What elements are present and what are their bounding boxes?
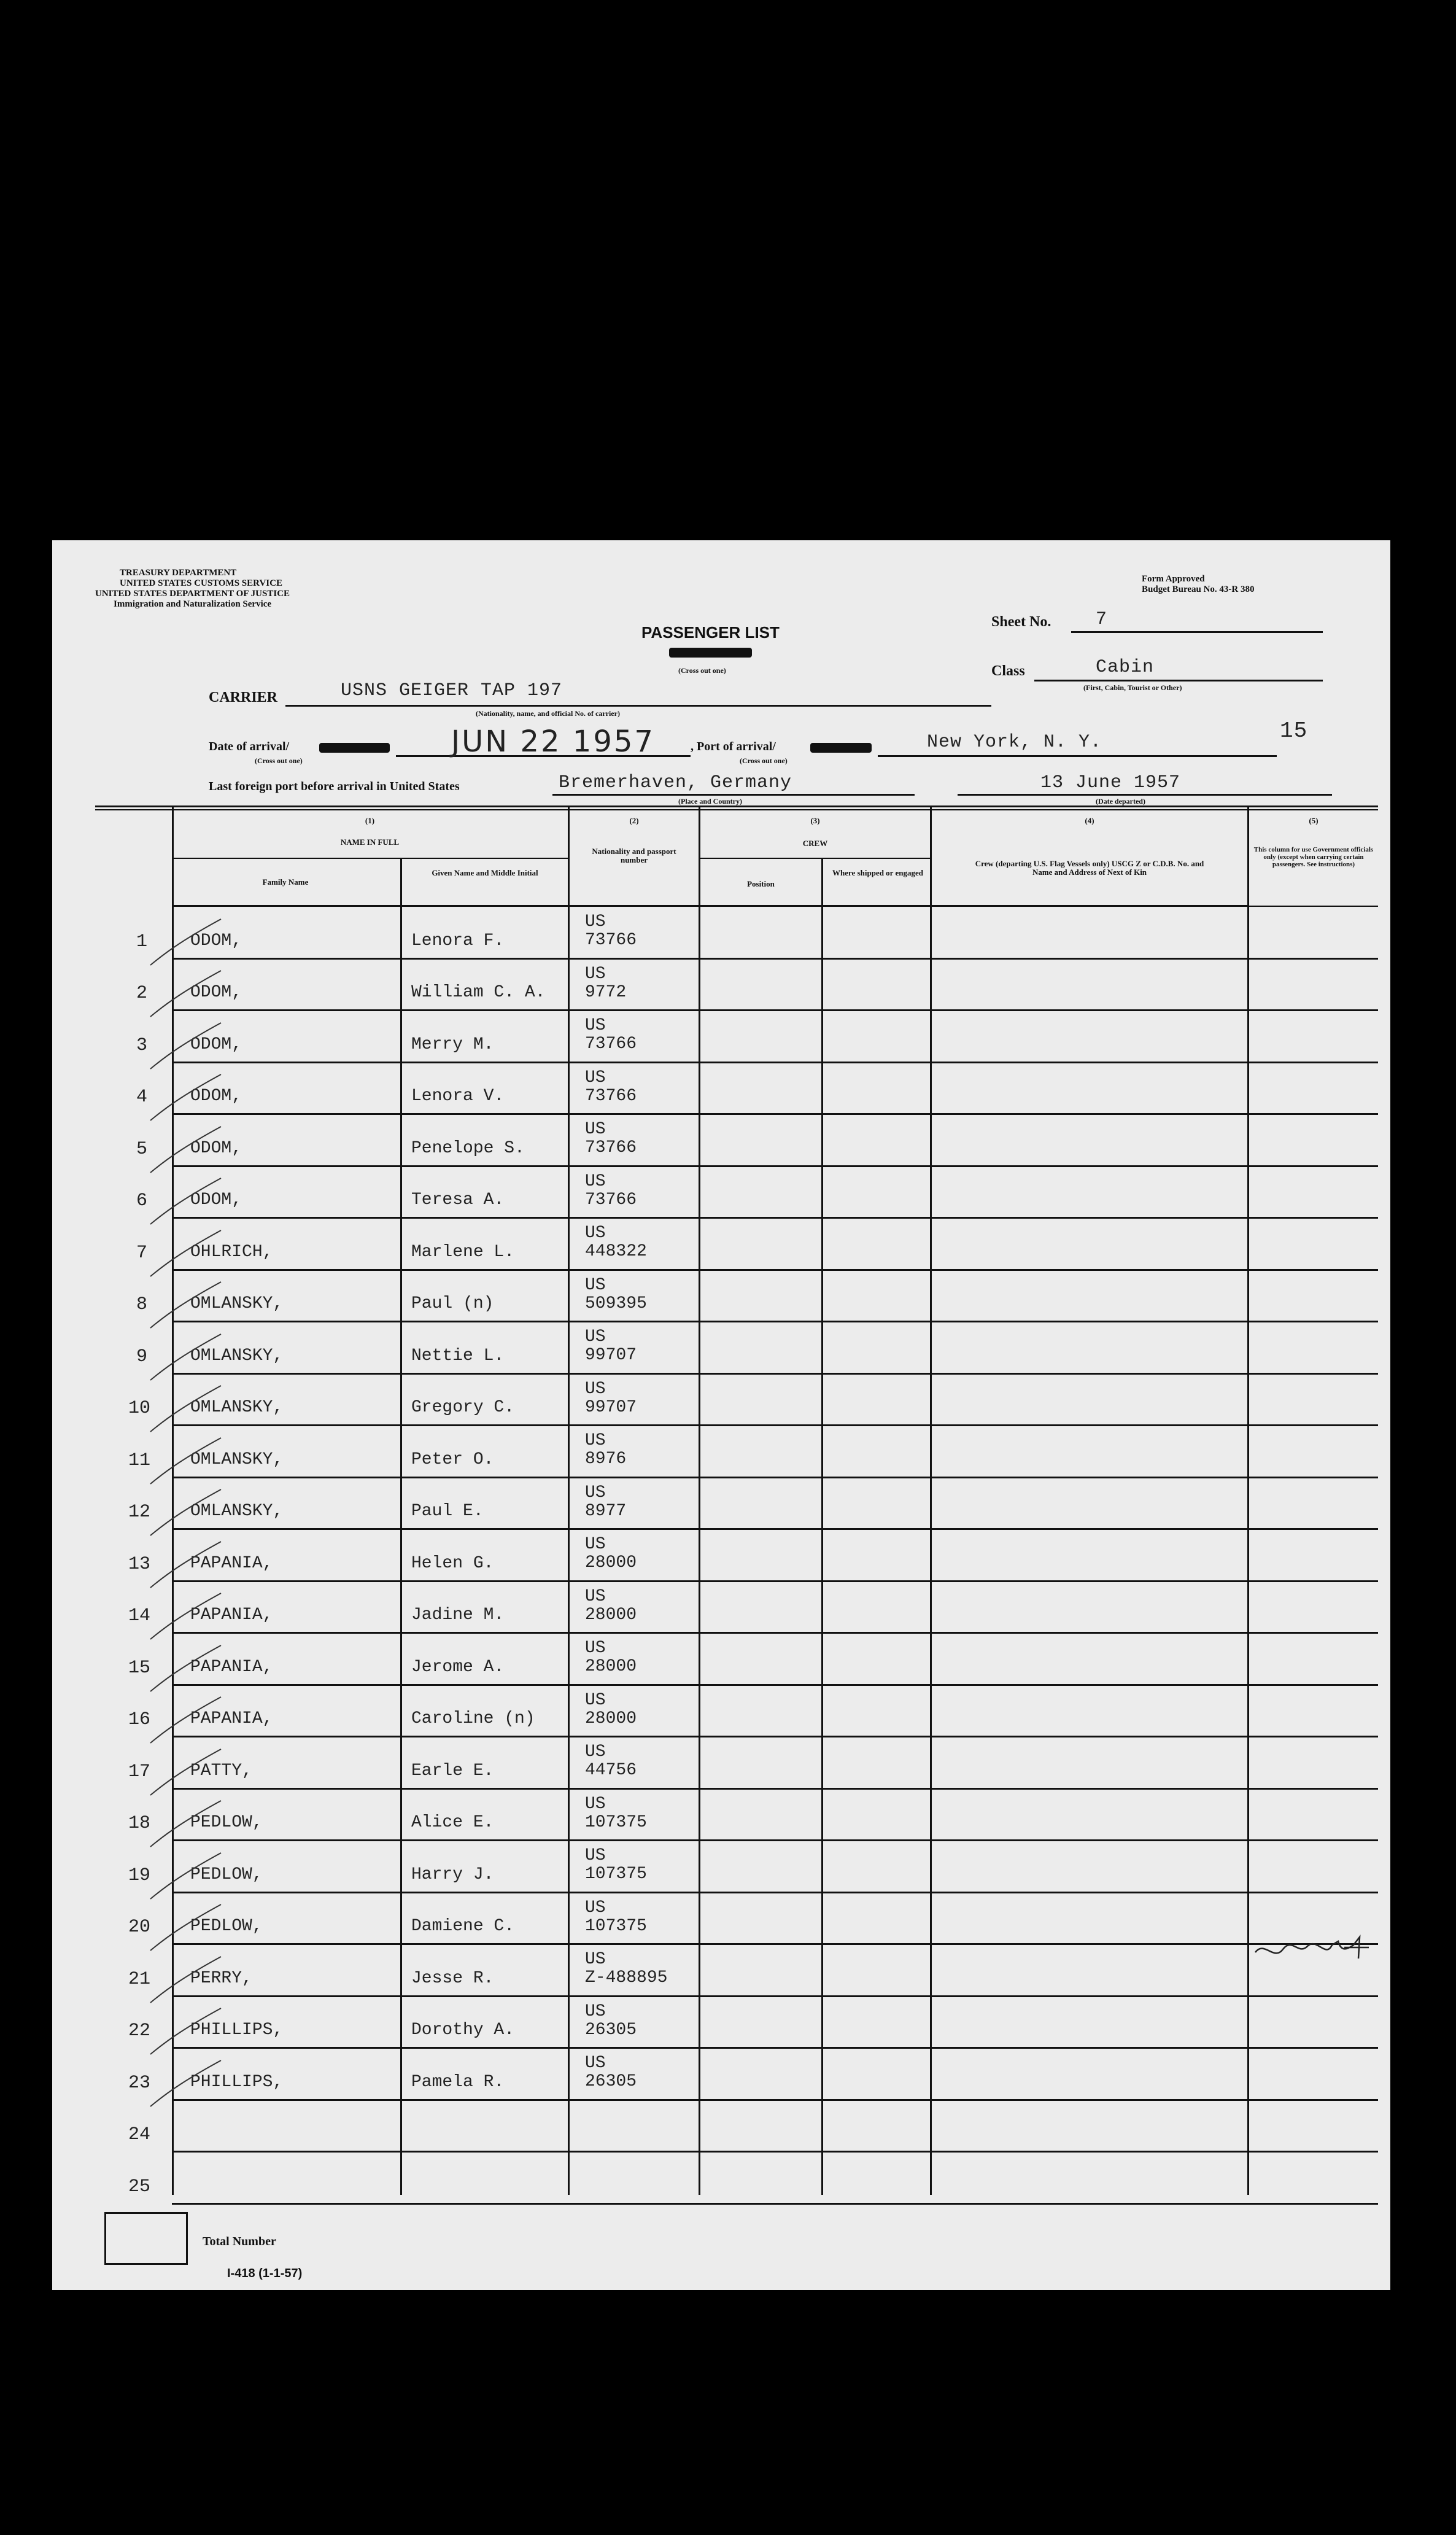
nationality: US: [585, 1639, 606, 1658]
row-number: 16: [128, 1709, 150, 1730]
row-line: [172, 1580, 1378, 1582]
family-name: OMLANSKY,: [190, 1502, 284, 1521]
agency-line: UNITED STATES CUSTOMS SERVICE: [120, 578, 282, 588]
row-line: [172, 1477, 1378, 1478]
row-line: [172, 2047, 1378, 2049]
col-divider: [821, 858, 823, 2195]
family-name: OMLANSKY,: [190, 1294, 284, 1313]
passport-number: 73766: [585, 1190, 637, 1209]
approval-line: Budget Bureau No. 43-R 380: [1142, 584, 1255, 594]
col3a-title: Position: [747, 879, 775, 888]
given-name: Alice E.: [411, 1813, 494, 1832]
row-line: [172, 1788, 1378, 1790]
port-label: , Port of arrival/: [691, 740, 776, 753]
given-name: Jesse R.: [411, 1968, 494, 1988]
family-name: PEDLOW,: [190, 1813, 263, 1832]
redaction-mark: [669, 648, 752, 658]
date-stamp: JUN 22 1957: [451, 724, 655, 759]
row-number: 1: [136, 931, 147, 952]
family-name: ODOM,: [190, 931, 242, 950]
passport-number: 99707: [585, 1346, 637, 1365]
row-line: [172, 1839, 1378, 1841]
col2-number: (2): [629, 816, 639, 825]
passport-number: 73766: [585, 1035, 637, 1054]
agency-block: [95, 568, 341, 610]
given-name: Harry J.: [411, 1865, 494, 1884]
check-mark-stroke: [144, 1071, 230, 1127]
check-mark-stroke: [144, 1124, 230, 1179]
nationality: US: [585, 1379, 606, 1399]
row-number: 15: [128, 1657, 150, 1679]
family-name: OMLANSKY,: [190, 1346, 284, 1365]
col2-title: Nationality and passport number: [592, 847, 676, 864]
port-underline: [878, 755, 1277, 757]
row-number: 8: [136, 1294, 147, 1315]
family-name: ODOM,: [190, 1087, 242, 1106]
check-mark-stroke: [144, 1539, 230, 1594]
passport-number: 107375: [585, 1812, 647, 1832]
col3-number: (3): [810, 816, 820, 825]
agency-line: UNITED STATES DEPARTMENT OF JUSTICE: [95, 589, 290, 599]
nationality: US: [585, 964, 606, 984]
form-title: PASSENGER LIST: [641, 623, 780, 642]
family-name: ODOM,: [190, 1035, 242, 1054]
row-line: [172, 1528, 1378, 1530]
nationality: US: [585, 1068, 606, 1087]
nationality: US: [585, 1742, 606, 1761]
carrier-value: USNS GEIGER TAP 197: [341, 680, 563, 701]
row-line: [172, 1943, 1378, 1945]
col5-number: (5): [1309, 816, 1319, 825]
row-line: [172, 1321, 1378, 1322]
passport-number: 8977: [585, 1501, 627, 1521]
nationality: US: [585, 2054, 606, 2073]
given-name: Peter O.: [411, 1450, 494, 1469]
foreign-port-underline: [552, 794, 915, 796]
row-number: 10: [128, 1398, 150, 1419]
nationality: US: [585, 1898, 606, 1917]
passport-number: 8976: [585, 1450, 627, 1469]
row-line: [172, 1736, 1378, 1737]
passport-number: 28000: [585, 1709, 637, 1728]
foreign-port-label: Last foreign port before arrival in United States: [209, 780, 460, 793]
departed-underline: [958, 794, 1332, 796]
page-count: 15: [1280, 718, 1308, 743]
given-name: Marlene L.: [411, 1242, 515, 1262]
col1b-title: Given Name and Middle Initial: [432, 868, 538, 877]
total-number-box: [104, 2212, 188, 2265]
row-number: 17: [128, 1761, 150, 1782]
given-name: Lenora V.: [411, 1087, 505, 1106]
row-number: 5: [136, 1138, 147, 1160]
agency-line: TREASURY DEPARTMENT: [120, 568, 237, 578]
given-name: Caroline (n): [411, 1709, 535, 1728]
carrier-label: CARRIER: [209, 689, 278, 705]
passport-number: 28000: [585, 1657, 637, 1676]
given-name: Earle E.: [411, 1761, 494, 1780]
signature-scrawl: [1246, 1928, 1375, 1977]
port-note: (Cross out one): [740, 756, 788, 765]
check-mark-stroke: [144, 1227, 230, 1283]
redaction-mark: [810, 743, 872, 753]
check-mark-stroke: [144, 1590, 230, 1645]
row-number: 20: [128, 1917, 150, 1938]
passport-number: 26305: [585, 2020, 637, 2040]
check-mark-stroke: [144, 1642, 230, 1698]
row-number: 12: [128, 1502, 150, 1523]
given-name: Gregory C.: [411, 1398, 515, 1417]
class-underline: [1034, 680, 1323, 681]
family-name: ODOM,: [190, 983, 242, 1002]
col1a-title: Family Name: [262, 877, 309, 887]
check-mark-stroke: [144, 1175, 230, 1230]
family-name: PEDLOW,: [190, 1917, 263, 1936]
row-line: [172, 1269, 1378, 1271]
col-divider: [930, 807, 932, 2195]
row-number: 4: [136, 1087, 147, 1108]
given-name: Lenora F.: [411, 931, 505, 950]
col-divider: [699, 807, 700, 2195]
nationality: US: [585, 1535, 606, 1554]
col5-title: This column for use Government officials only (except when carrying certain passengers. See instructions): [1253, 846, 1374, 868]
row-line: [172, 958, 1378, 960]
departed-value: 13 June 1957: [1040, 772, 1181, 793]
nationality: US: [585, 1327, 606, 1346]
row-number: 19: [128, 1865, 150, 1886]
table-top-line: [95, 806, 1378, 807]
passport-number: 73766: [585, 931, 637, 950]
check-mark-stroke: [144, 1435, 230, 1490]
row-line: [172, 1632, 1378, 1634]
family-name: OMLANSKY,: [190, 1398, 284, 1417]
row-line: [172, 1165, 1378, 1167]
col4-number: (4): [1085, 816, 1094, 825]
col1-title: NAME IN FULL: [340, 837, 400, 847]
foreign-port-note: (Place and Country): [678, 797, 742, 806]
given-name: Damiene C.: [411, 1917, 515, 1936]
passport-number: 28000: [585, 1553, 637, 1572]
family-name: PAPANIA,: [190, 1553, 273, 1573]
row-line: [172, 2203, 1378, 2205]
passport-number: 509395: [585, 1294, 647, 1313]
family-name: OMLANSKY,: [190, 1450, 284, 1469]
nationality: US: [585, 1794, 606, 1814]
row-number: 18: [128, 1813, 150, 1834]
row-line: [172, 1009, 1378, 1011]
check-mark-stroke: [144, 968, 230, 1023]
port-value: New York, N. Y.: [927, 732, 1102, 753]
class-value: Cabin: [1096, 657, 1155, 678]
col-divider: [568, 807, 570, 2195]
given-name: Paul (n): [411, 1294, 494, 1313]
subheader-line: [699, 858, 930, 859]
nationality: US: [585, 1171, 606, 1191]
given-name: Penelope S.: [411, 1138, 525, 1158]
redaction-mark: [319, 743, 390, 753]
table-top-line: [95, 809, 1378, 810]
family-name: PAPANIA,: [190, 1709, 273, 1728]
check-mark-stroke: [144, 1331, 230, 1386]
family-name: PHILLIPS,: [190, 2072, 284, 2092]
nationality: US: [585, 1224, 606, 1243]
given-name: William C. A.: [411, 983, 546, 1002]
col-divider: [1247, 807, 1249, 2195]
given-name: Dorothy A.: [411, 2021, 515, 2040]
nationality: US: [585, 1690, 606, 1710]
passport-number: 44756: [585, 1761, 637, 1780]
subheader-line: [1247, 906, 1378, 907]
passport-number: 26305: [585, 2072, 637, 2091]
row-number: 9: [136, 1346, 147, 1367]
row-line: [172, 2151, 1378, 2153]
col3-title: CREW: [802, 839, 828, 848]
check-mark-stroke: [144, 1746, 230, 1801]
row-number: 3: [136, 1035, 147, 1056]
sheet-value: 7: [1096, 609, 1108, 630]
check-mark-stroke: [144, 2005, 230, 2060]
check-mark-stroke: [144, 1383, 230, 1438]
check-mark-stroke: [144, 1850, 230, 1905]
row-number: 13: [128, 1553, 150, 1575]
family-name: OHLRICH,: [190, 1242, 273, 1262]
col4-title: Crew (departing U.S. Flag Vessels only) USCG Z or C.D.B. No. and Name and Address of Next of Kin: [975, 859, 1204, 877]
given-name: Jerome A.: [411, 1657, 505, 1677]
passport-number: 28000: [585, 1605, 637, 1625]
carrier-underline: [285, 705, 991, 707]
family-name: PEDLOW,: [190, 1865, 263, 1884]
nationality: US: [585, 1483, 606, 1502]
given-name: Teresa A.: [411, 1190, 505, 1209]
row-number: 11: [128, 1450, 150, 1471]
nationality: US: [585, 1275, 606, 1295]
nationality: US: [585, 2001, 606, 2021]
check-mark-stroke: [144, 1279, 230, 1334]
approval-line: Form Approved: [1142, 574, 1205, 584]
passport-number: 107375: [585, 1865, 647, 1884]
check-mark-stroke: [144, 1798, 230, 1853]
row-line: [172, 2099, 1378, 2101]
given-name: Nettie L.: [411, 1346, 505, 1365]
row-line: [172, 1684, 1378, 1686]
passport-number: 9772: [585, 982, 627, 1002]
nationality: US: [585, 912, 606, 931]
family-name: PHILLIPS,: [190, 2021, 284, 2040]
family-name: PERRY,: [190, 1968, 252, 1988]
family-name: ODOM,: [190, 1190, 242, 1209]
check-mark-stroke: [144, 1486, 230, 1542]
nationality: US: [585, 1586, 606, 1606]
carrier-note: (Nationality, name, and official No. of carrier): [476, 709, 620, 718]
header-bottom-line: [172, 905, 1247, 907]
departed-note: (Date departed): [1096, 797, 1145, 806]
passenger-list-form: [52, 540, 1390, 2290]
row-line: [172, 1373, 1378, 1375]
col-divider: [400, 858, 402, 2195]
row-number: 25: [128, 2176, 150, 2197]
check-mark-stroke: [144, 1901, 230, 1957]
foreign-port-value: Bremerhaven, Germany: [559, 772, 792, 793]
family-name: PATTY,: [190, 1761, 252, 1780]
form-id: I-418 (1-1-57): [227, 2267, 303, 2280]
approval-block: [1142, 574, 1338, 595]
row-number: 24: [128, 2124, 150, 2145]
nationality: US: [585, 1431, 606, 1450]
check-mark-stroke: [144, 1020, 230, 1075]
row-number: 2: [136, 983, 147, 1004]
row-number: 22: [128, 2021, 150, 2041]
sheet-underline: [1071, 631, 1323, 633]
sheet-label: Sheet No.: [991, 614, 1051, 630]
row-line: [172, 1995, 1378, 1997]
passport-number: 107375: [585, 1916, 647, 1936]
row-number: 6: [136, 1190, 147, 1211]
check-mark-stroke: [144, 916, 230, 971]
given-name: Paul E.: [411, 1502, 484, 1521]
row-line: [172, 1113, 1378, 1115]
date-note: (Cross out one): [255, 756, 303, 765]
passport-number: Z-488895: [585, 1968, 668, 1987]
given-name: Jadine M.: [411, 1605, 505, 1625]
total-number-label: Total Number: [203, 2235, 276, 2248]
row-line: [172, 1217, 1378, 1219]
class-note: (First, Cabin, Tourist or Other): [1083, 683, 1182, 692]
row-number: 14: [128, 1605, 150, 1626]
row-number: 23: [128, 2072, 150, 2094]
subheader-line: [172, 858, 568, 859]
row-number: 7: [136, 1242, 147, 1264]
row-line: [172, 1062, 1378, 1063]
given-name: Pamela R.: [411, 2072, 505, 2092]
family-name: PAPANIA,: [190, 1657, 273, 1677]
given-name: Merry M.: [411, 1035, 494, 1054]
row-line: [172, 1892, 1378, 1893]
col1-number: (1): [365, 816, 375, 825]
nationality: US: [585, 1950, 606, 1969]
col3b-title: Where shipped or engaged: [832, 868, 923, 877]
given-name: Helen G.: [411, 1553, 494, 1573]
passport-number: 73766: [585, 1138, 637, 1157]
agency-line: Immigration and Naturalization Service: [114, 599, 272, 609]
nationality: US: [585, 1120, 606, 1139]
family-name: ODOM,: [190, 1138, 242, 1158]
nationality: US: [585, 1016, 606, 1035]
check-mark-stroke: [144, 1954, 230, 2009]
check-mark-stroke: [144, 2057, 230, 2113]
class-label: Class: [991, 663, 1025, 679]
passport-number: 99707: [585, 1397, 637, 1417]
check-mark-stroke: [144, 1694, 230, 1749]
row-line: [172, 1424, 1378, 1426]
title-note: (Cross out one): [678, 666, 726, 675]
date-label: Date of arrival/: [209, 740, 290, 753]
passport-number: 73766: [585, 1086, 637, 1106]
passport-number: 448322: [585, 1242, 647, 1261]
family-name: PAPANIA,: [190, 1605, 273, 1625]
row-number: 21: [128, 1968, 150, 1990]
nationality: US: [585, 1846, 606, 1865]
